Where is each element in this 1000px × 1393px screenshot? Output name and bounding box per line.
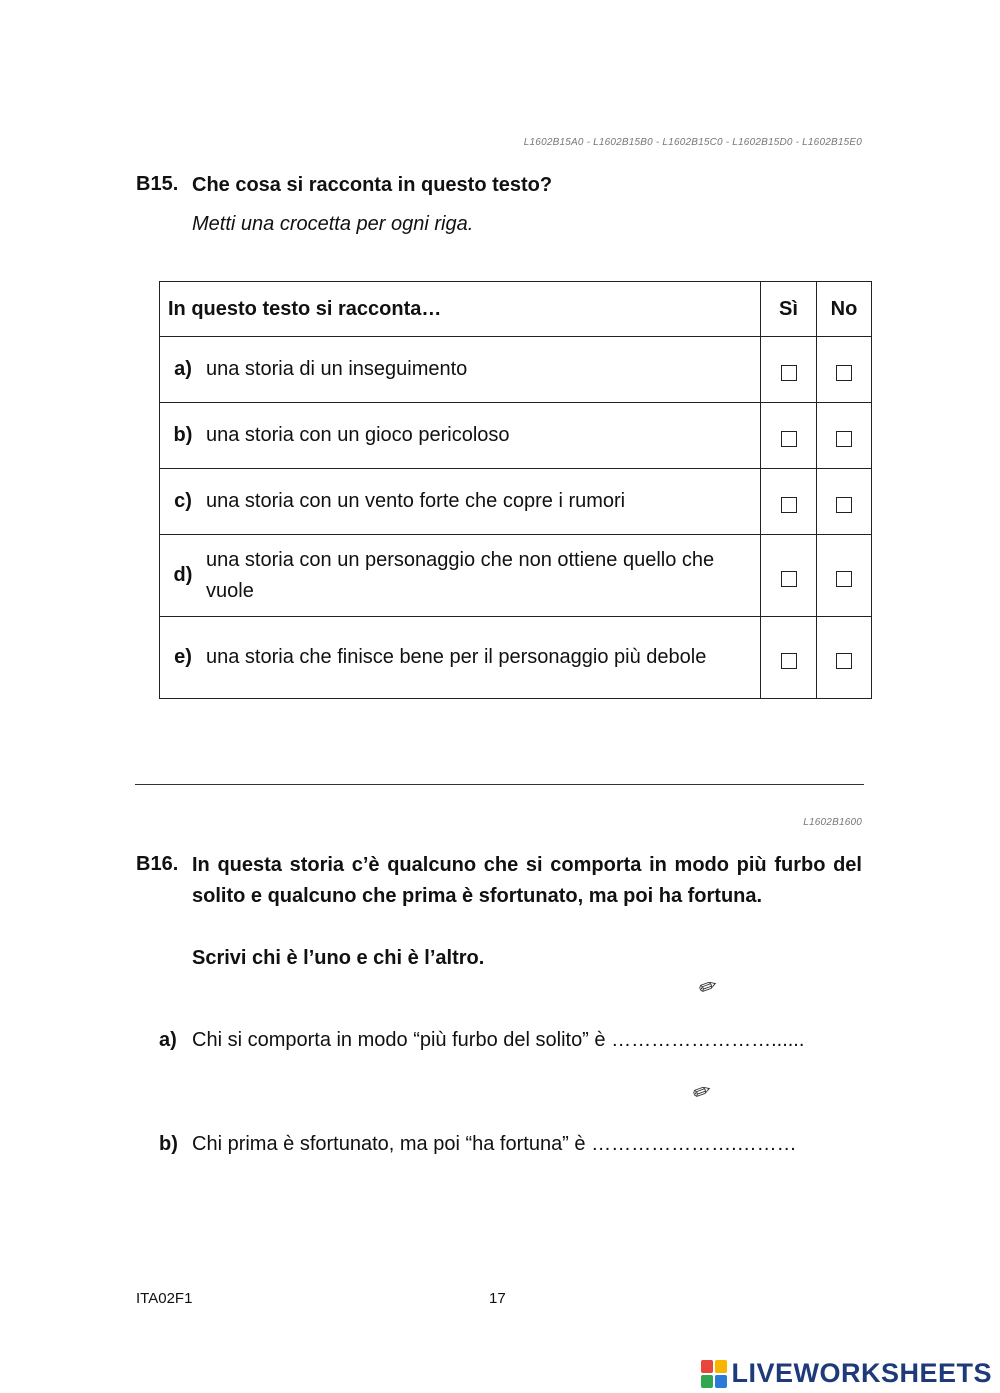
section-divider	[135, 784, 864, 785]
footer-code: ITA02F1	[136, 1290, 193, 1307]
answer-line-a[interactable]: Chi si comporta in modo “più furbo del solito” è ……………………......	[192, 1029, 805, 1051]
row-label: una storia con un vento forte che copre i rumori	[206, 490, 626, 512]
yes-checkbox-c[interactable]	[781, 497, 797, 513]
row-letter: a)	[174, 358, 192, 380]
no-checkbox-e[interactable]	[836, 653, 852, 669]
question-text-b16: In questa storia c’è qualcuno che si comporta in modo più furbo del solito e qualcuno che prima è sfortunato, ma poi ha fortuna.	[192, 854, 862, 907]
table-row	[160, 403, 872, 469]
page-number: 17	[489, 1290, 506, 1307]
table-header-yes: Sì	[761, 282, 817, 337]
table-row	[160, 617, 872, 699]
table-header-no: No	[817, 282, 872, 337]
answer-line-b[interactable]: Chi prima è sfortunato, ma poi “ha fortuna” è ………………….………	[192, 1133, 797, 1155]
table-header-text: In questo testo si racconta…	[160, 282, 761, 337]
pencil-icon: ✏	[695, 971, 721, 1002]
table-row	[160, 535, 872, 617]
logo-square	[715, 1360, 727, 1373]
logo-square	[701, 1375, 713, 1388]
row-label: una storia che finisce bene per il personaggio più debole	[206, 646, 707, 668]
row-letter: b)	[173, 424, 193, 446]
question-number-b15: B15.	[136, 173, 179, 195]
logo-text: LIVEWORKSHEETS	[731, 1358, 992, 1388]
question-number-b16: B16.	[136, 853, 179, 875]
yes-checkbox-e[interactable]	[781, 653, 797, 669]
row-label: una storia con un personaggio che non ottiene quello che vuole	[206, 548, 715, 602]
yes-checkbox-b[interactable]	[781, 431, 797, 447]
instruction-b16: Scrivi chi è l’uno e chi è l’altro.	[192, 947, 485, 969]
answer-letter-b: b)	[159, 1133, 178, 1155]
table-row	[160, 337, 872, 403]
pencil-icon: ✏	[689, 1076, 715, 1107]
yes-checkbox-d[interactable]	[781, 571, 797, 587]
logo-mark-icon	[701, 1360, 727, 1388]
item-codes: L1602B15A0 - L1602B15B0 - L1602B15C0 - L1602B15D0 - L1602B15E0	[523, 137, 862, 148]
question-text-b15: Che cosa si racconta in questo testo?	[192, 174, 553, 196]
no-checkbox-d[interactable]	[836, 571, 852, 587]
logo-square	[715, 1375, 727, 1388]
item-code-b16: L1602B1600	[803, 817, 862, 828]
logo-square	[701, 1360, 713, 1373]
row-label: una storia di un inseguimento	[206, 358, 468, 380]
row-letter: c)	[174, 490, 192, 512]
liveworksheets-logo	[701, 1358, 992, 1389]
instruction-b15: Metti una crocetta per ogni riga.	[192, 213, 474, 235]
row-label: una storia con un gioco pericoloso	[206, 424, 510, 446]
table-header-row	[160, 282, 872, 337]
no-checkbox-b[interactable]	[836, 431, 852, 447]
answer-table-b15	[159, 281, 872, 699]
row-letter: d)	[173, 564, 193, 586]
no-checkbox-c[interactable]	[836, 497, 852, 513]
answer-letter-a: a)	[159, 1029, 177, 1051]
yes-checkbox-a[interactable]	[781, 365, 797, 381]
no-checkbox-a[interactable]	[836, 365, 852, 381]
row-letter: e)	[174, 646, 192, 668]
table-row	[160, 469, 872, 535]
